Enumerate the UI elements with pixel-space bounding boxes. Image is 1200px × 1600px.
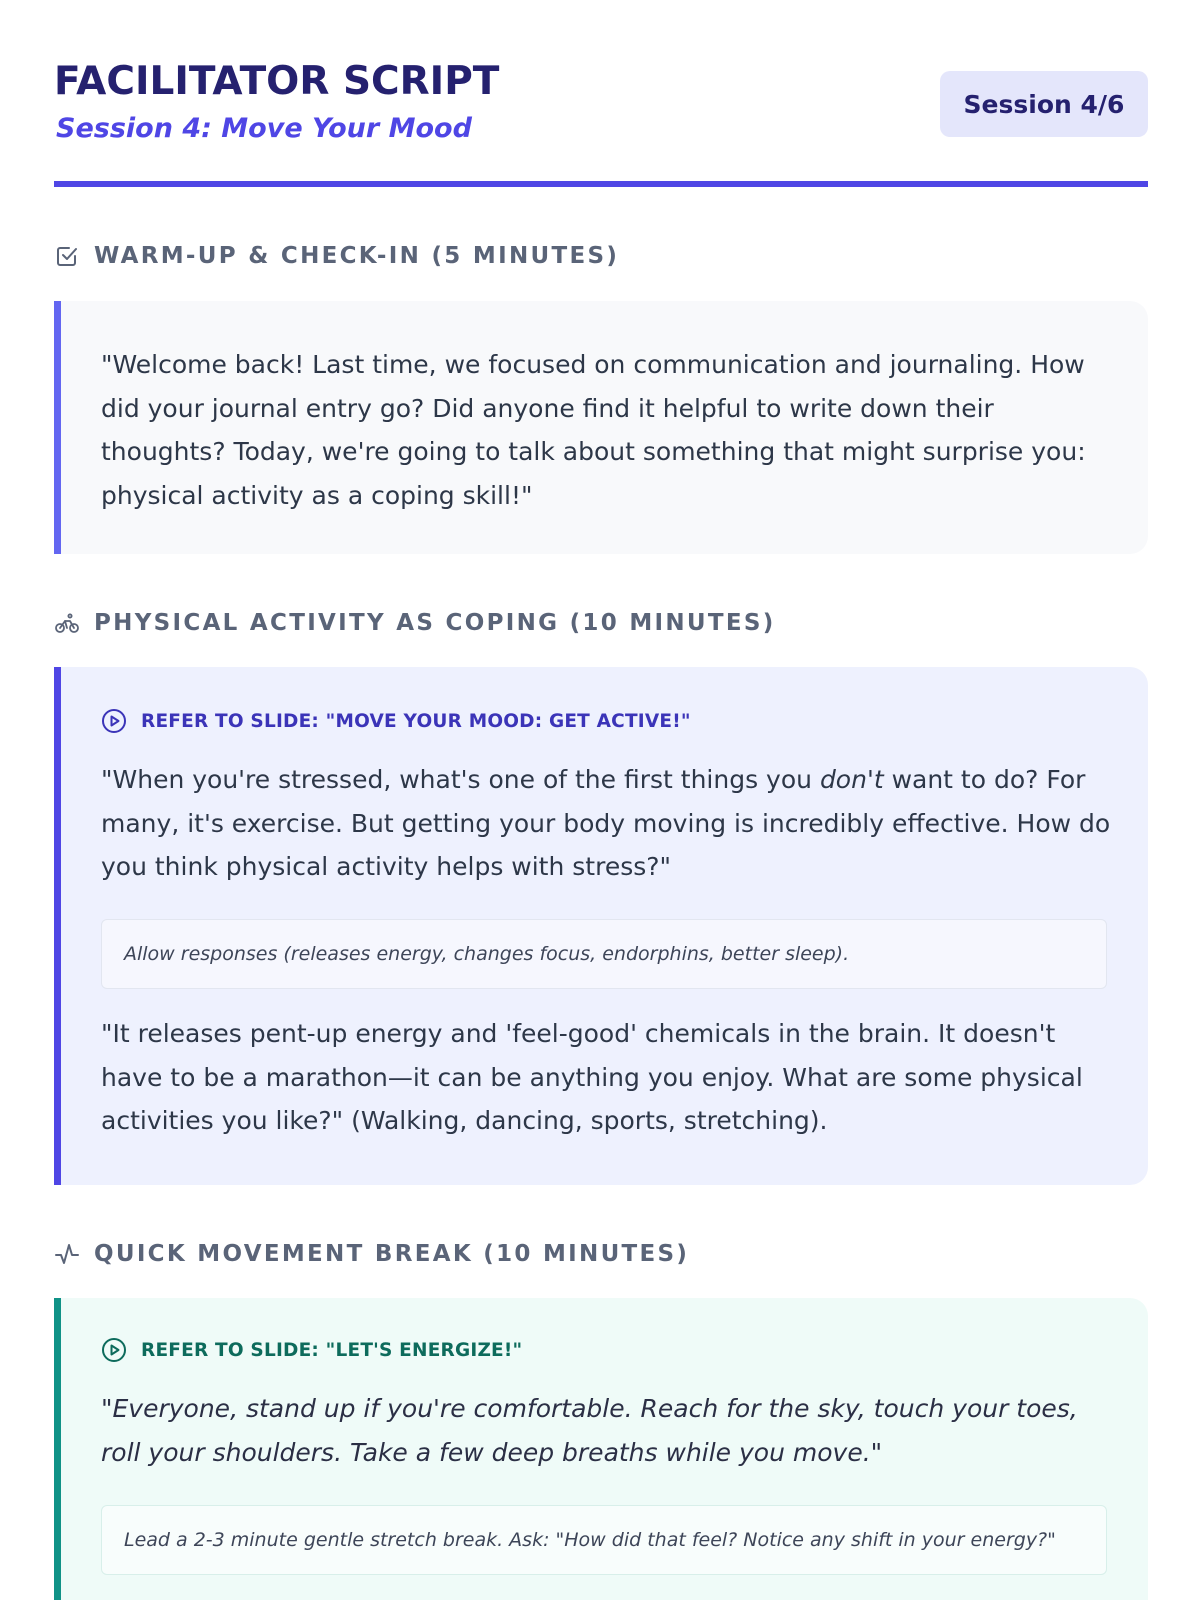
header-divider (54, 181, 1148, 187)
page-title: FACILITATOR SCRIPT (54, 59, 500, 104)
movement-quote: "Everyone, stand up if you're comfortable. Reach for the sky, touch your toes, roll your shoulders. Take a few deep breaths while you move." (101, 1394, 1078, 1467)
session-subtitle: Session 4: Move Your Mood (56, 113, 472, 144)
slide-reference-label: REFER TO SLIDE: "LET'S ENERGIZE!" (141, 1339, 523, 1361)
slide-reference (101, 707, 691, 735)
section-heading-activity (54, 606, 776, 640)
facilitator-note: Lead a 2-3 minute gentle stretch break. Ask: "How did that feel? Notice any shift in your energy?" (101, 1505, 1107, 1575)
quote-text: want to do? For many, it's exercise. But getting your body moving is incredibly effective. How do you think physical activity helps with stress?" (101, 765, 1111, 881)
card-accent-bar (54, 667, 61, 1185)
facilitator-note: Allow responses (releases energy, changes focus, endorphins, better sleep). (101, 919, 1107, 989)
movement-script-card (54, 1298, 1148, 1600)
play-circle-icon (101, 708, 127, 734)
card-accent-bar (54, 301, 61, 554)
header (54, 54, 1148, 184)
section-heading-movement (54, 1237, 689, 1271)
checkbox-icon (54, 243, 80, 269)
warmup-quote: "Welcome back! Last time, we focused on communication and journaling. How did your journal entry go? Did anyone find it helpful to write down their thoughts? Today, we're going to talk about something that might surprise you: physical activity as a coping skill!" (101, 350, 1086, 510)
session-badge: Session 4/6 (940, 71, 1148, 137)
section-heading-label: QUICK MOVEMENT BREAK (10 MINUTES) (94, 1241, 690, 1267)
slide-reference (101, 1336, 522, 1364)
activity-quote-2: "It releases pent-up energy and 'feel-good' chemicals in the brain. It doesn't have to be a marathon—it can be anything you enjoy. What are some physical activities you like?" (Walking, dancing, sports, stretching). (101, 1019, 1083, 1135)
quote-emphasis: don't (819, 765, 884, 794)
section-heading-label: WARM-UP & CHECK-IN (5 MINUTES) (94, 243, 620, 269)
activity-script-card (54, 667, 1148, 1185)
warmup-script-card (54, 301, 1148, 554)
section-heading-warmup (54, 239, 619, 273)
section-heading-label: PHYSICAL ACTIVITY AS COPING (10 MINUTES) (94, 610, 776, 636)
quote-text: "When you're stressed, what's one of the first things you (101, 765, 820, 794)
activity-quote-1 (101, 758, 1111, 889)
facilitator-script-page (54, 0, 1148, 1600)
play-circle-icon (101, 1337, 127, 1363)
slide-reference-label: REFER TO SLIDE: "MOVE YOUR MOOD: GET ACTIVE!" (141, 710, 691, 732)
bicycle-icon (54, 610, 80, 636)
card-accent-bar (54, 1298, 61, 1600)
activity-pulse-icon (54, 1241, 80, 1267)
